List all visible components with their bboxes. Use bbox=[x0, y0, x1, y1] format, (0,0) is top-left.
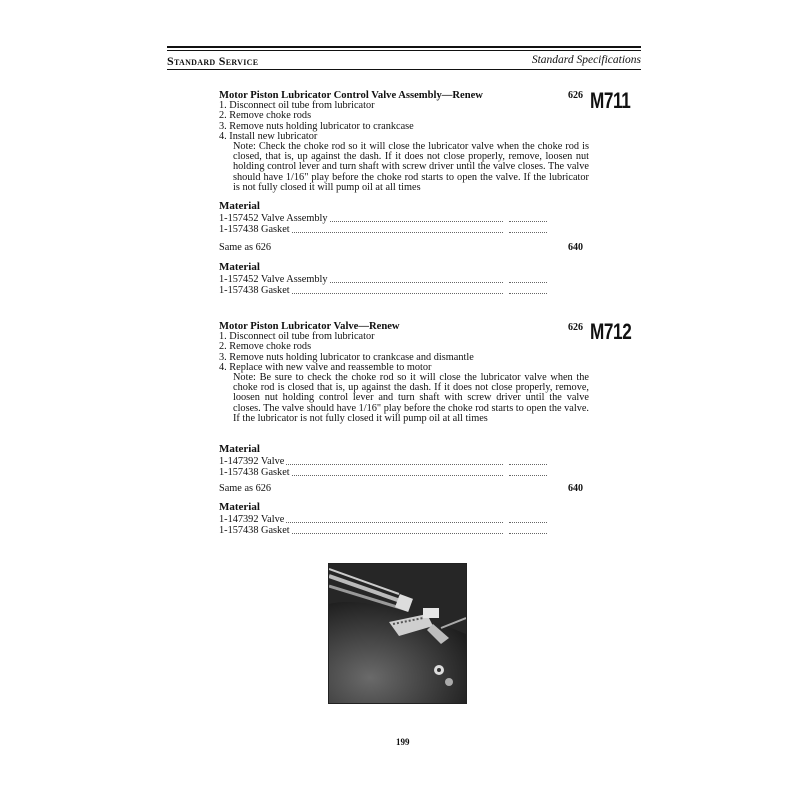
step-item: 2. Remove choke rods bbox=[219, 341, 312, 353]
section-2-op-number: 626 bbox=[568, 322, 583, 333]
material-heading: Material bbox=[219, 443, 260, 455]
material-row bbox=[219, 274, 559, 286]
section-2-alt-material bbox=[219, 502, 559, 537]
material-heading: Material bbox=[219, 261, 260, 273]
material-row bbox=[219, 467, 559, 479]
material-item: 1-157438 Gasket bbox=[219, 525, 290, 536]
material-row bbox=[219, 525, 559, 537]
step-item: 4. Replace with new valve and reassemble to motor bbox=[219, 361, 432, 373]
section-2-material bbox=[219, 444, 559, 479]
section-2-alt-text: Same as 626 bbox=[219, 483, 272, 494]
step-item: 1. Disconnect oil tube from lubricator bbox=[219, 100, 375, 112]
section-2-note: Note: Be sure to check the choke rod so it will close the lubricator valve when the choke rod is closed that is, up against the dash. If it does not close properly, remove, loosen nut holding control lever and turn shaft with screw driver until the valve closes. The valve should have 1/16" play before the choke rod starts to open the valve. If the lubricator is not fully closed it will pump oil at all times bbox=[233, 372, 590, 424]
material-heading: Material bbox=[219, 501, 260, 513]
header-left-title: Standard Service bbox=[167, 54, 259, 68]
section-1-op-number: 626 bbox=[568, 90, 583, 101]
section-1-title: Motor Piston Lubricator Control Valve Assembly—Renew bbox=[219, 90, 483, 101]
header-right-title: Standard Specifications bbox=[531, 54, 641, 66]
material-item: 1-147392 Valve bbox=[219, 455, 285, 467]
section-1 bbox=[219, 91, 589, 193]
material-row bbox=[219, 224, 559, 236]
material-row bbox=[219, 285, 559, 297]
material-row bbox=[219, 456, 559, 468]
material-item: 1-157452 Valve Assembly bbox=[219, 212, 328, 224]
header-rule-bottom bbox=[167, 69, 641, 70]
section-2 bbox=[219, 322, 589, 424]
material-heading: Material bbox=[219, 200, 260, 212]
section-1-alt-material bbox=[219, 262, 559, 297]
lubricator-valve-photo bbox=[328, 563, 467, 704]
section-1-steps bbox=[219, 101, 589, 142]
lubricator-valve-illustration bbox=[329, 564, 466, 703]
material-item: 1-157438 Gasket bbox=[219, 467, 290, 478]
step-item: 3. Remove nuts holding lubricator to crankcase and dismantle bbox=[219, 351, 474, 363]
section-2-steps bbox=[219, 332, 589, 373]
section-1-alt-number: 640 bbox=[568, 242, 583, 253]
section-1-material bbox=[219, 201, 559, 236]
section-1-note: Note: Check the choke rod so it will close the lubricator valve when the choke rod is closed, that is, up against the dash. If it does not close properly, remove, loosen nut holding control lever and turn shaft with screw driver until the valve closes. The valve should have 1/16" play before the choke rod starts to open the valve. If the lubricator is not fully closed it will pump oil at all times bbox=[233, 141, 589, 193]
section-2-op-code: M712 bbox=[590, 319, 632, 344]
section-1-op-code: M711 bbox=[590, 88, 631, 113]
material-item: 1-157438 Gasket bbox=[219, 224, 290, 235]
step-item: 1. Disconnect oil tube from lubricator bbox=[219, 331, 375, 343]
material-item: 1-157452 Valve Assembly bbox=[219, 273, 328, 285]
header-rule-top-thin bbox=[167, 50, 641, 51]
step-item: 3. Remove nuts holding lubricator to crankcase bbox=[219, 120, 414, 132]
page-number: 199 bbox=[396, 737, 410, 747]
step-item: 2. Remove choke rods bbox=[219, 110, 312, 122]
step-item: 4. Install new lubricator bbox=[219, 130, 318, 142]
header-rule-top bbox=[167, 46, 641, 48]
material-item: 1-157438 Gasket bbox=[219, 285, 290, 296]
section-2-alt-number: 640 bbox=[568, 483, 583, 494]
section-1-alt-text: Same as 626 bbox=[219, 242, 272, 253]
section-2-title: Motor Piston Lubricator Valve—Renew bbox=[219, 321, 400, 332]
material-row bbox=[219, 514, 559, 526]
material-row bbox=[219, 213, 559, 225]
material-item: 1-147392 Valve bbox=[219, 513, 285, 525]
